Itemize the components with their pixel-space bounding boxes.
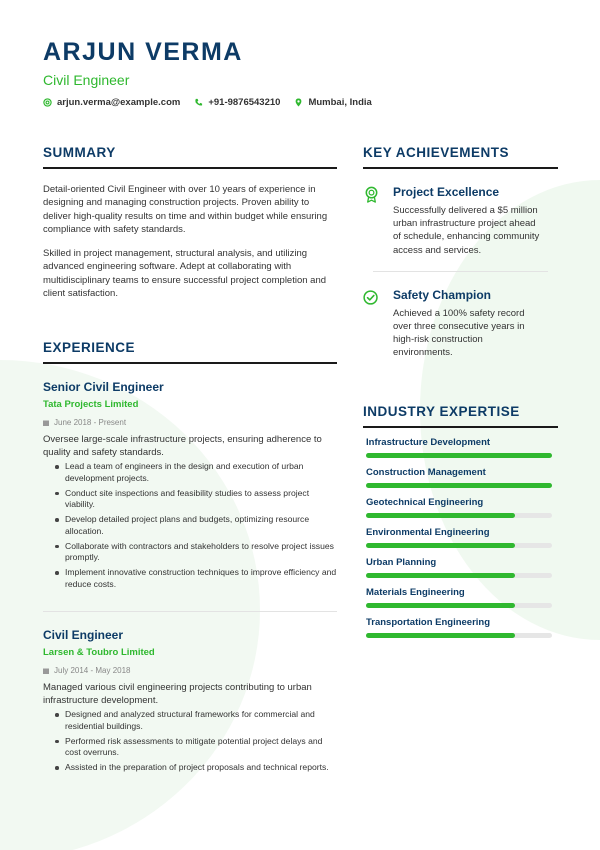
job-entry [43,380,337,612]
skill-bar [366,603,552,608]
section-divider [363,167,558,169]
skill-bar-fill [366,543,515,548]
skill-item [363,587,558,608]
skill-bar-fill [366,483,552,488]
achievements-section [363,145,558,360]
job-title: Senior Civil Engineer [43,380,164,395]
job-bullet: Performed risk assessments to mitigate potential project delays and cost overruns. [55,736,337,759]
skill-name: Infrastructure Development [366,436,491,448]
skill-name: Transportation Engineering [366,616,491,628]
skill-name: Geotechnical Engineering [366,496,484,508]
skill-bar [366,573,552,578]
skill-name: Urban Planning [366,556,437,568]
skill-name: Materials Engineering [366,586,465,598]
skill-bar [366,483,552,488]
skill-bar [366,513,552,518]
skill-bar [366,543,552,548]
achievement-description: Achieved a 100% safety record over three consecutive years in high-risk construction environments. [393,307,525,359]
job-bullet: Develop detailed project plans and budgets, optimizing resource allocation. [55,514,337,537]
email-text: arjun.verma@example.com [57,97,181,108]
skill-bar [366,453,552,458]
achievement-item [363,185,558,257]
skill-bar-fill [366,573,515,578]
at-icon [43,98,52,107]
achievements-heading: KEY ACHIEVEMENTS [363,145,510,160]
skill-item [363,467,558,488]
expertise-heading: INDUSTRY EXPERTISE [363,403,520,419]
phone-text: +91-9876543210 [208,97,281,108]
section-divider [363,426,558,428]
job-bullets [43,709,337,774]
skill-bar [366,633,552,638]
phone-icon [194,98,203,107]
company-name: Tata Projects Limited [43,399,139,411]
summary-section [43,145,337,300]
left-column [43,145,337,777]
summary-paragraph: Skilled in project management, structural analysis, and utilizing advanced engineering software. Adept at collaborating with multidisciplinary teams to ensure successful project completion and client satisfaction. [43,248,327,300]
experience-heading: EXPERIENCE [43,340,136,356]
job-description: Managed various civil engineering projects contributing to urban infrastructure development. [43,682,312,707]
job-entry [43,628,337,774]
contact-email[interactable] [43,97,180,108]
section-divider [43,362,337,364]
location-pin-icon [294,98,303,107]
contact-phone[interactable] [194,97,280,108]
company-name: Larsen & Toubro Limited [43,647,155,659]
contact-location [294,97,371,108]
summary-heading: SUMMARY [43,145,116,160]
skill-name: Environmental Engineering [366,526,490,538]
achievement-title: Safety Champion [393,287,492,302]
skill-bar-fill [366,513,515,518]
job-bullet: Designed and analyzed structural frameworks for commercial and residential buildings. [55,709,337,732]
summary-text [43,183,337,300]
expertise-section [363,404,558,638]
job-dates [43,666,337,675]
job-title: Civil Engineer [43,628,124,643]
skill-bar-fill [366,633,515,638]
skill-bar-fill [366,453,552,458]
skill-item [363,557,558,578]
job-bullet: Assisted in the preparation of project proposals and technical reports. [55,762,337,774]
contact-info [43,97,563,108]
job-dates-text: July 2014 - May 2018 [54,666,131,676]
skill-item [363,617,558,638]
job-bullet: Conduct site inspections and feasibility studies to assess project viability. [55,488,337,511]
skill-item [363,437,558,458]
location-text: Mumbai, India [308,97,372,108]
check-circle-icon [363,289,380,306]
job-dates [43,418,337,427]
job-bullet: Lead a team of engineers in the design and execution of urban development projects. [55,461,337,484]
calendar-icon [43,420,49,426]
achievement-title: Project Excellence [393,185,500,199]
experience-section [43,340,337,774]
right-column [363,145,558,638]
skill-item [363,497,558,518]
job-description: Oversee large-scale infrastructure projects, ensuring adherence to quality and safety standards. [43,434,322,459]
award-icon [363,186,380,203]
skill-item [363,527,558,548]
achievement-description: Successfully delivered a $5 million urban infrastructure project ahead of schedule, enhancing community access and services. [393,205,540,256]
resume-header [43,38,563,108]
job-bullets [43,461,337,590]
skill-name: Construction Management [366,466,486,478]
job-dates-text: June 2018 - Present [54,418,127,428]
calendar-icon [43,668,49,674]
candidate-name: ARJUN VERMA [43,38,243,66]
skill-bar-fill [366,603,515,608]
job-bullet: Collaborate with contractors and stakeholders to resolve project issues promptly. [55,541,337,564]
achievement-item [363,288,558,360]
summary-paragraph: Detail-oriented Civil Engineer with over 10 years of experience in designing and managing construction projects. Proven ability to deliver high-quality results on time and within budget while ensuring compliance with safety standards. [43,184,328,235]
candidate-title: Civil Engineer [43,72,130,88]
section-divider [43,167,337,169]
job-divider [43,611,337,612]
achievement-divider [373,271,548,272]
job-bullet: Implement innovative construction techniques to improve efficiency and reduce costs. [55,567,337,590]
